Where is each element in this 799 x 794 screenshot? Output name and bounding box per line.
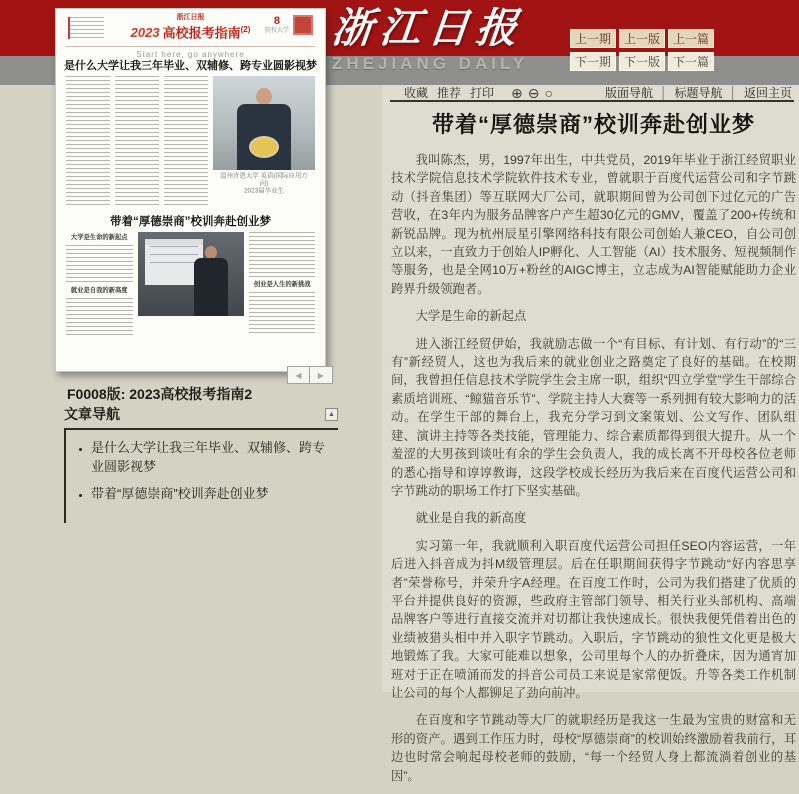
bouquet-shape [251,138,277,156]
presenter-body-shape [194,258,228,316]
thumb-text-column [249,232,316,336]
thumb-masthead-deco [68,17,104,39]
thumb-subhead: 就业是自我的新高度 [70,287,128,294]
home-link[interactable]: 返回主页 [743,86,792,100]
prev-thumb-button[interactable] [287,366,310,384]
separator: │ [729,85,737,100]
section-heading: 就业是自我的新高度 [415,511,527,526]
thumb-photo-graduate [213,76,315,170]
thumb-guide-title: 高校报考指南 [162,25,241,41]
prev-page-button[interactable]: 上一版 [619,29,665,48]
page-label: F0008版: 2023高校报考指南2 [67,386,253,402]
headline-nav-link[interactable]: 标题导航 [674,86,723,100]
zoom-icons [511,86,553,100]
thumb-brand: 浙江日报 [176,14,205,21]
zoom-reset-icon[interactable]: ○ [544,84,553,101]
zoom-out-icon[interactable]: ⊖ [527,84,540,101]
layout-nav-link[interactable]: 版面导航 [604,86,653,100]
newspaper-page-thumbnail[interactable] [55,8,326,372]
next-thumb-button[interactable] [310,366,333,384]
prev-article-button[interactable]: 上一篇 [668,29,714,48]
article-paragraph: 进入浙江经贸伊始，我就励志做一个“有目标、有计划、有行动”的“三有”新经贸人，这也为我后来的就业创业之路奠定了良好的基础。在校期间，我曾担任信息技术学院学生会主席一职，组织“四立学堂”学生干部综合素质培训班、“鲸猫音乐节”、学院主持人大赛等一系列拥有较大影响力的活动。在学生干部的舞台上，我充分学习到文案策划、公文写作、团队组建、演讲主持等各类技能，管理能力、综合素质都得到很大提升。从一个羞涩的大男孩到谈吐有余的学生会负责人，我的成长离不开母校各位老师的悉心指导和谆谆教诲，这段学校成长经历为我后来在百度代运营公司和字节跳动的职场工作打下坚实基础。 [391,336,796,498]
article-paragraph: 实习第一年，我就顺利入职百度代运营公司担任SEO内容运营，一年后进入抖音成为抖M级管理层。后在任职期间获得字节跳动“好内容思享者”荣誉称号，并荣升字A经理。在百度工作时，公司为我们搭建了优质的平台并提供良好的资源，些政府主管部门领导、相关行业头部机构、高端品牌客户等进行直接交流并对切都让我快速成长。很快我便凭借着出色的业绩被猎头相中并入职字节跳动。入职后，字节跳动的狼性文化更是极大地锻炼了我。大家可能难以想象，公司里每个人的办折叠床，因为通宵加班对于正在喷涌而发的抖音公司员工来说是家常便饭。升等各类工作机制让公司的每个人都铆足了劲向前冲。 [391,538,796,700]
thumb-text-column [66,76,110,208]
article-nav-title: 文章导航 [64,406,120,422]
article-nav-item[interactable]: • 是什么大学让我三年毕业、双辅修、跨专业圆影视梦 [91,438,334,476]
article-nav-list [64,430,338,523]
thumb-photo-caption: 温州肯恩大学 英语(国际应用方向) 2023届毕业生 [220,172,308,195]
thumbnail-pager [287,366,333,384]
article-paragraph: 在百度和字节跳动等大厂的就职经历是我这一生最为宝贵的财富和无形的资产。遇到工作压力时，母校“厚德崇商”的校训始终激励着我前行，耳边也时常会响起母校老师的鼓励，“每一个经贸人身上都流淌着创业的基因”。 [391,713,796,783]
issue-nav-grid [570,29,714,71]
thumb-photo-graduate-block [213,76,315,208]
thumb-text-column [164,76,208,208]
thumb-text-column [115,76,159,208]
thumb-subhead: 大学是生命的新起点 [70,234,128,241]
print-link[interactable]: 打印 [470,86,495,100]
next-page-button[interactable]: 下一版 [619,52,665,71]
graduate-gown-shape [237,104,291,170]
newspaper-logo-en: ZHEJIANG DAILY [332,54,529,73]
recommend-link[interactable]: 推荐 [437,86,462,100]
thumb-year: 2023 [130,25,160,41]
thumb-masthead [66,14,315,47]
left-arrow-icon: ◀ [295,371,302,380]
article-paragraph: 我叫陈杰，男，1997年出生，中共党员，2019年毕业于浙江经贸职业技术学院信息技术学院软件技术专业，曾就职于百度代运营公司和字节跳动（抖音集团）等互联网大厂公司，就职期间曾为公司创下过亿元的广告营收，在3年内为服务品牌客户产生超30亿元的GMV，覆盖了200+传统和新锐品牌。现为杭州辰星引擎网络科技有限公司创始人兼CEO，自公司创立以来，一直致力于创始人IP孵化、人工智能（AI）技术服务、短视频制作等服务，也是全网10万+粉丝的AIGC博主，立志成为AI智能赋能助力企业跨界升级领跑者。 [391,153,796,296]
right-arrow-icon: ▶ [317,371,325,380]
collapse-icon: ▲ [328,410,335,418]
section-heading: 大学是生命的新起点 [415,309,527,324]
next-article-button[interactable]: 下一篇 [668,52,714,71]
masthead-logo [329,4,529,74]
article-nav-header [64,404,338,430]
thumb-text-columns [66,76,208,208]
thumb-headline-2: 带着“厚德崇商”校训奔赴创业梦 [110,216,271,228]
thumb-photo-presentation [138,232,244,316]
newspaper-logo: 浙江日报 [329,4,527,52]
toolbar-left [404,85,553,100]
article-nav-item[interactable]: • 带着“厚德崇商”校训奔赴创业梦 [91,484,334,503]
collapse-button[interactable] [325,408,338,421]
thumb-subhead: 创业是人生的新挑战 [253,280,311,288]
article-nav-box [64,404,338,523]
article-title: 带着“厚德崇商”校训奔赴创业梦 [431,112,755,137]
thumb-tagline: Start here, go anywhere [136,50,245,59]
separator: │ [659,85,668,100]
article-divider [390,100,794,102]
thumb-page-number: 8 [273,15,281,27]
thumb-issue: (2) [240,25,251,34]
graduate-head-shape [256,88,272,105]
thumb-text-column [66,232,133,336]
next-issue-button[interactable]: 下一期 [570,52,616,71]
toolbar-right [605,85,792,100]
zoom-in-icon[interactable]: ⊕ [511,84,523,101]
prev-issue-button[interactable]: 上一期 [570,29,616,48]
thumb-columns-bottom [66,232,315,336]
article-body [391,104,796,794]
thumb-qr-stamp [293,15,313,35]
thumb-columns-top [66,76,315,208]
thumb-page-info [265,16,289,35]
thumb-headline-1: 是什么大学让我三年毕业、双辅修、跨专业圆影视梦 [64,60,317,72]
favorite-link[interactable]: 收藏 [404,86,429,100]
thumb-page-label: 院校大学 [264,28,289,34]
